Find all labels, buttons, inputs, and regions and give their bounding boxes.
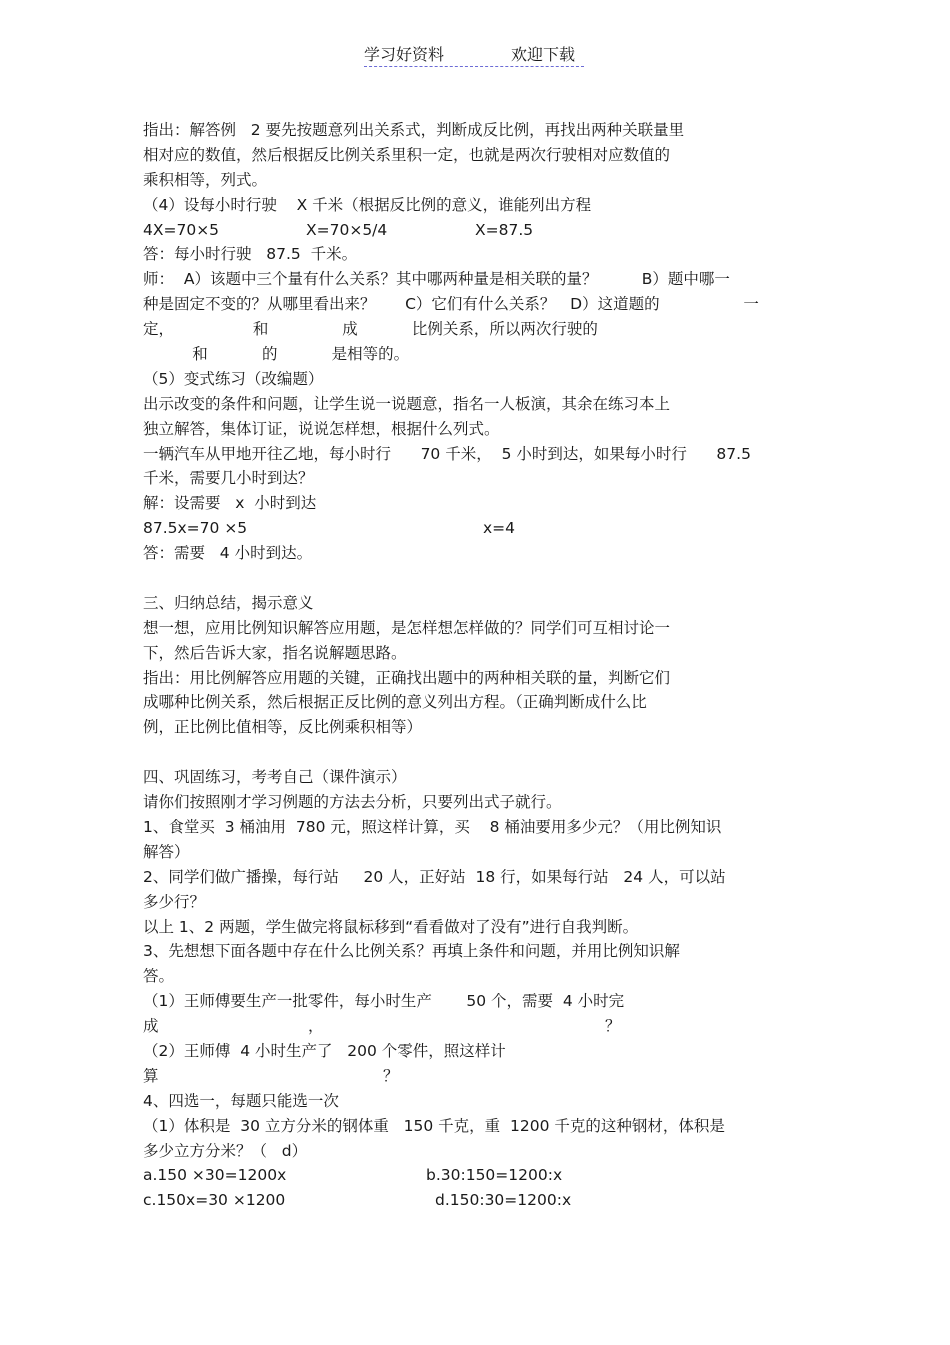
text-line: 和 的 是相等的。 [143,345,410,364]
text-line: 指出：解答例 2 要先按题意列出关系式，判断成反比例，再找出两种关联量里 [143,121,685,139]
text-line: 相对应的数值，然后根据反比例关系里积一定，也就是两次行驶相对应数值的 [143,145,671,164]
text-line: 出示改变的条件和问题，让学生说一说题意，指名一人板演，其余在练习本上 [143,394,671,413]
text-line: （1）王师傅要生产一批零件，每小时生产 50 个，需要 4 小时完 [143,992,625,1011]
text-line: 独立解答，集体订证，说说怎样想，根据什么列式。 [143,419,500,438]
text-line: （2）王师傅 4 小时生产了 200 个零件，照这样计 [143,1041,506,1060]
text-line: 答。 [143,967,175,986]
equation: X=87.5 [475,220,534,239]
text-line: 解答） [143,842,190,861]
text-line: 想一想，应用比例知识解答应用题，是怎样想怎样做的？同学们可互相讨论一 [143,618,671,637]
text-line: 指出：用比例解答应用题的关键，正确找出题中的两种相关联的量，判断它们 [143,668,671,687]
text-fragment: ？ [383,1066,399,1085]
text-line: 请你们按照刚才学习例题的方法去分析，只要列出式子就行。 [143,793,562,812]
text-line: 千米，需要几小时到达？ [143,469,314,488]
text-line: 3、先想想下面各题中存在什么比例关系？再填上条件和问题，并用比例知识解 [143,942,680,961]
equation-row [143,516,813,541]
text-line: 多少立方分米？（ d） [143,1141,308,1160]
section-heading: 四、巩固练习，考考自己（课件演示） [143,768,407,787]
text-line: 师： A）该题中三个量有什么关系？其中哪两种量是相关联的量？ B）题中哪一 [143,270,730,289]
equation: 87.5x=70 ×5 [143,519,248,538]
text-fragment: 算 [143,1066,159,1085]
equation: X=70×5/4 [306,220,388,239]
text-line: 多少行？ [143,892,206,911]
text-line: （5）变式练习（改编题） [143,369,324,388]
text-line: 乘积相等，列式。 [143,170,268,189]
choice-c: c.150x=30 ×1200 [143,1191,286,1210]
header-right-text: 欢迎下载 [511,45,576,64]
choice-a: a.150 ×30=1200x [143,1166,287,1185]
header-left-text: 学习好资料 [364,45,445,64]
choice-b: b.30:150=1200:x [426,1166,563,1185]
text-line: 2、同学们做广播操，每行站 20 人，正好站 18 行，如果每行站 24 人，可以站 [143,867,726,886]
text-line: （1）体积是 30 立方分米的钢体重 150 千克，重 1200 千克的这种钢材，体积是 [143,1116,725,1135]
equation-row [143,218,813,243]
fill-in-row [143,1014,813,1039]
choice-row [143,1188,813,1213]
text-line: 4、四选一，每题只能选一次 [143,1091,339,1110]
text-line: 例，正比例比值相等，反比例乘积相等） [143,718,423,737]
text-line: 下，然后告诉大家，指名说解题思路。 [143,643,407,662]
text-line: 1、食堂买 3 桶油用 780 元，照这样计算，买 8 桶油要用多少元？（用比例知识 [143,817,722,836]
header-dashed-rule [364,66,584,67]
equation: 4X=70×5 [143,220,220,239]
text-fragment: 成 [143,1017,159,1036]
page-header [0,40,950,70]
text-line: 一辆汽车从甲地开往乙地，每小时行 70 千米， 5 小时到达，如果每小时行 87.5 [143,444,751,463]
text-fragment: ， [308,1017,324,1036]
choice-d: d.150:30=1200:x [435,1191,572,1210]
text-fragment: ？ [605,1017,621,1036]
choice-row [143,1163,813,1188]
text-line: 以上 1、2 两题，学生做完将鼠标移到“看看做对了没有”进行自我判断。 [143,917,639,936]
blank-line [143,566,813,591]
blank-line [143,740,813,765]
text-line: 种是固定不变的？从哪里看出来？ C）它们有什么关系？ D）这道题的 一 [143,295,759,314]
answer-line: 答：需要 4 小时到达。 [143,544,313,563]
text-line: 定， 和 成 比例关系，所以两次行驶的 [143,320,598,339]
text-line: 解：设需要 x 小时到达 [143,494,317,513]
document-body [143,118,813,1213]
fill-in-row [143,1064,813,1089]
section-heading: 三、归纳总结，揭示意义 [143,593,314,612]
answer-line: 答：每小时行驶 87.5 千米。 [143,245,358,264]
equation: x=4 [483,519,516,538]
text-line: 成哪种比例关系，然后根据正反比例的意义列出方程。（正确判断成什么比 [143,693,647,712]
text-line: （4）设每小时行驶 X 千米（根据反比例的意义，谁能列出方程 [143,195,592,214]
